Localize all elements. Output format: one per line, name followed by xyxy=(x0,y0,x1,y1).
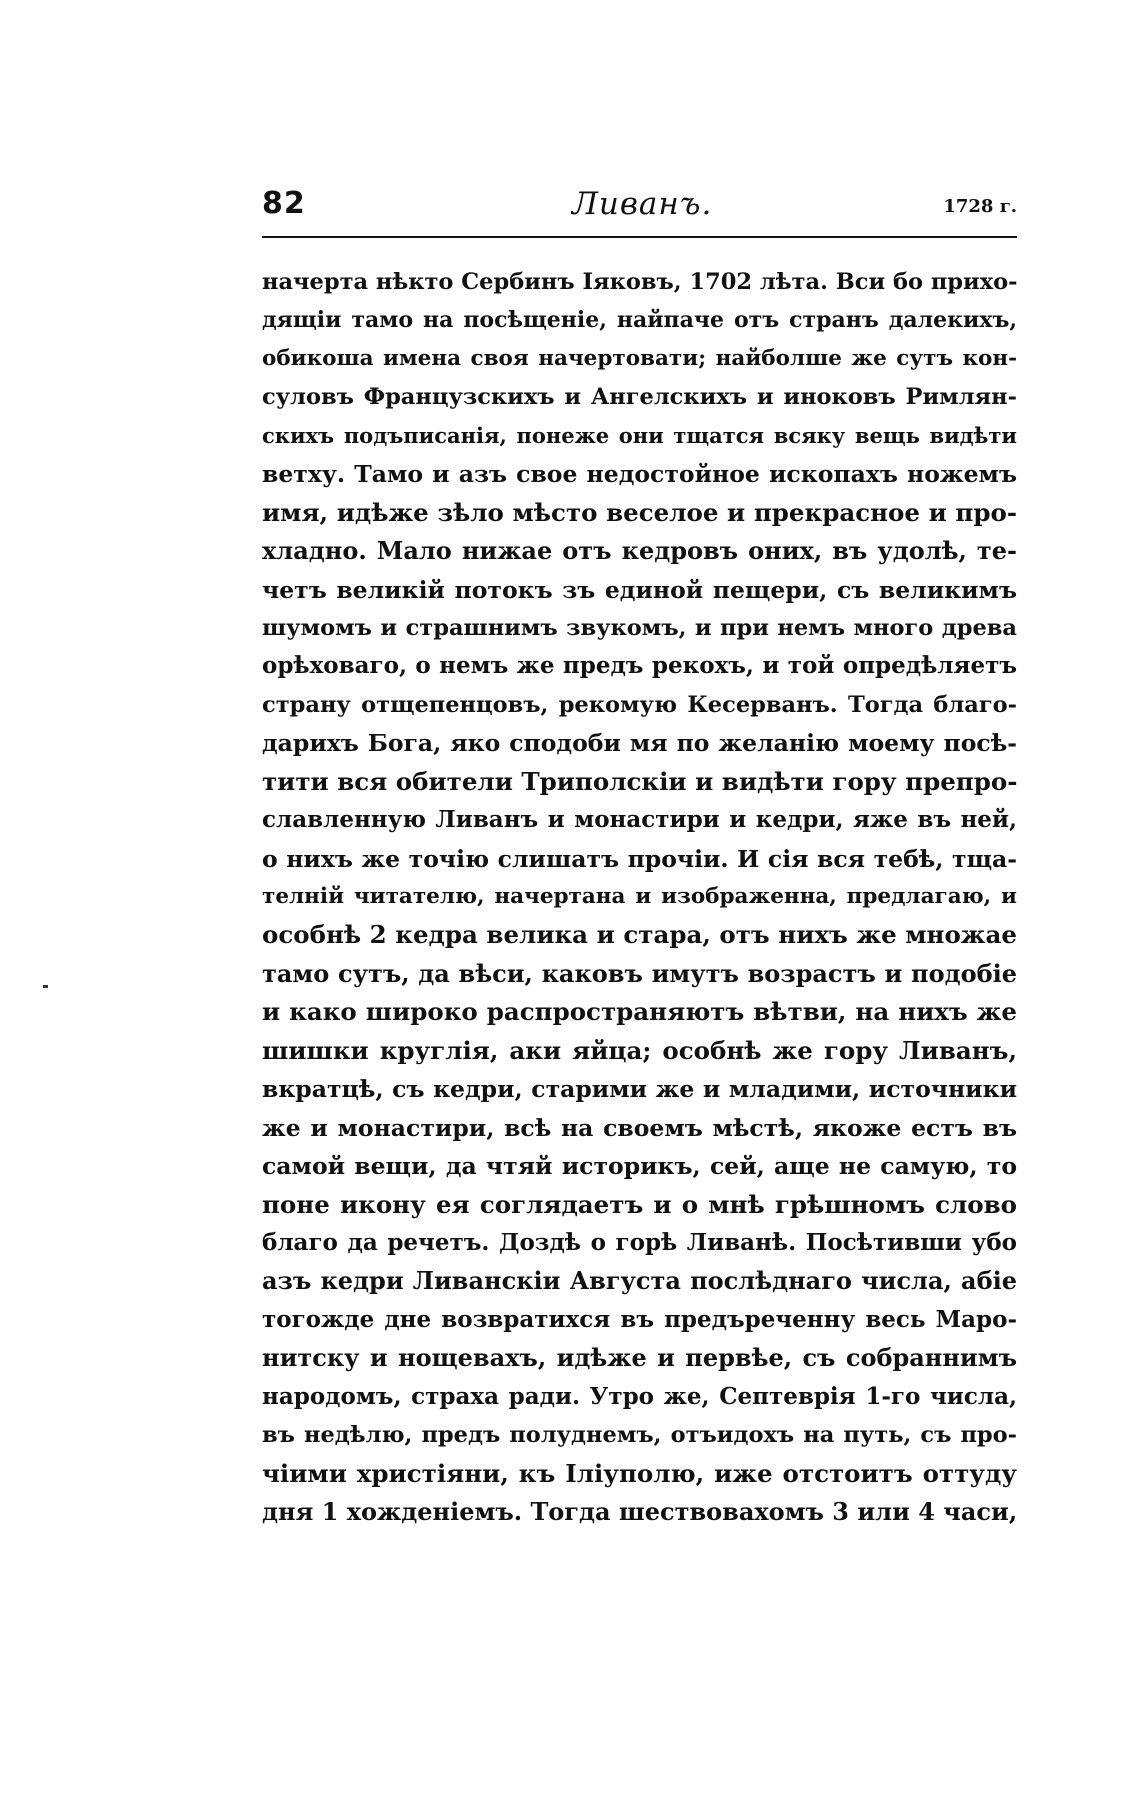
body-text xyxy=(262,263,1017,1531)
text-line: самой вещи, да чтяй историкъ, сей, аще не самую, то xyxy=(262,1152,1017,1181)
running-title: Ливанъ. xyxy=(572,186,713,222)
text-line: дящіи тамо на посѣщеніе, найпаче отъ странъ далекихъ, xyxy=(262,307,1017,334)
text-line: о нихъ же точію слишатъ прочіи. И сія вся тебѣ, тща- xyxy=(262,844,1017,873)
text-line: чіими христіяни, къ Іліуполю, иже отстоитъ оттуду xyxy=(262,1458,1017,1488)
text-line: хладно. Мало нижае отъ кедровъ оних, въ удолѣ, те- xyxy=(262,536,1017,566)
text-line: вкратцѣ, съ кедри, старими же и младими, источники xyxy=(262,1075,1017,1104)
text-line: же и монастири, всѣ на своемъ мѣстѣ, якоже естъ въ xyxy=(262,1113,1017,1142)
text-line: четъ великій потокъ зъ единой пещери, съ великимъ xyxy=(262,575,1017,604)
margin-mark xyxy=(43,985,48,988)
text-line: славленную Ливанъ и монастири и кедри, яже въ ней, xyxy=(262,806,1017,834)
text-line: шумомъ и страшнимъ звукомъ, и при немъ много древа xyxy=(262,614,1017,641)
text-line: телній читателю, начертана и изображенна, предлагаю, и xyxy=(262,884,1017,909)
header-rule xyxy=(262,236,1017,238)
text-line: благо да речетъ. Доздѣ о горѣ Ливанѣ. Посѣтивши убо xyxy=(262,1228,1017,1256)
text-line: тогожде дне возвратихся въ предъреченну весь Маро- xyxy=(262,1305,1017,1333)
text-line: въ недѣлю, предъ полуднемъ, отъидохъ на путь, съ про- xyxy=(262,1422,1017,1449)
text-line: особнѣ 2 кедра велика и стара, отъ нихъ же множае xyxy=(262,920,1017,950)
text-line: суловъ Французскихъ и Ангелскихъ и иноковъ Римлян- xyxy=(262,384,1017,411)
text-line: страну отщепенцовъ, рекомую Кесерванъ. Тогда благо- xyxy=(262,691,1017,718)
text-line: народомъ, страха ради. Утро же, Септеврія 1-го числа, xyxy=(262,1382,1017,1410)
text-line: тамо сутъ, да вѣси, каковъ имутъ возрастъ и подобіе xyxy=(262,958,1017,988)
text-line: орѣховаго, о немъ же предъ рекохъ, и той опредѣляетъ xyxy=(262,652,1017,680)
header-year: 1728 г. xyxy=(943,196,1017,217)
text-line: азъ кедри Ливанскіи Августа послѣднаго числа, абіе xyxy=(262,1266,1017,1296)
text-line: шишки круглія, аки яйца; особнѣ же гору Ливанъ, xyxy=(262,1035,1017,1065)
text-line: дня 1 хожденіемъ. Тогда шествовахомъ 3 или 4 часи, xyxy=(262,1497,1017,1526)
text-line: имя, идѣже зѣло мѣсто веселое и прекрасное и про- xyxy=(262,497,1017,527)
text-line: нитску и нощевахъ, идѣже и первѣе, съ собраннимъ xyxy=(262,1343,1017,1373)
text-line: тити вся обители Триполскіи и видѣти гору препро- xyxy=(262,766,1017,796)
text-line: и како широко распространяютъ вѣтви, на нихъ же xyxy=(262,997,1017,1027)
text-line: ветху. Тамо и азъ свое недостойное ископахъ ножемъ xyxy=(262,460,1017,489)
page-number: 82 xyxy=(262,186,306,221)
text-line: скихъ подъписанія, понеже они тщатся всяку вещь видѣти xyxy=(262,422,1017,448)
text-line: обикоша имена своя начертовати; найболше же сутъ кон- xyxy=(262,345,1017,371)
running-header xyxy=(262,186,1017,238)
text-line: дарихъ Бога, яко сподоби мя по желанію моему посѣ- xyxy=(262,729,1017,758)
text-line: начерта нѣкто Сербинъ Іяковъ, 1702 лѣта. Вси бо прихо- xyxy=(262,269,1017,295)
text-line: поне икону ея соглядаетъ и о мнѣ грѣшномъ слово xyxy=(262,1189,1017,1219)
